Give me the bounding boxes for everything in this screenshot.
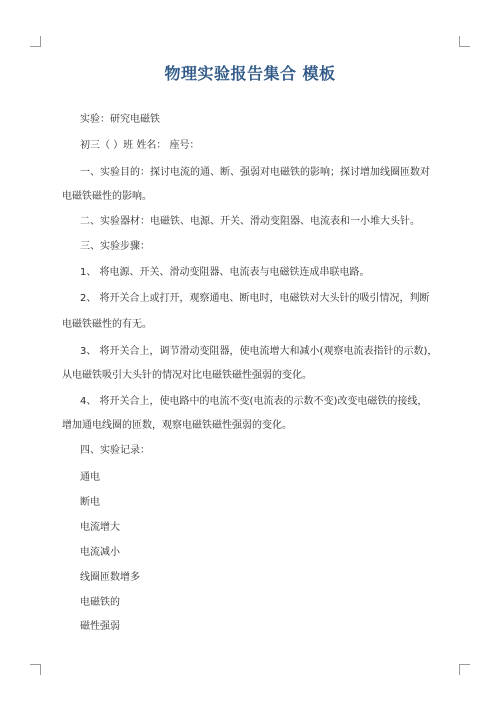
- step-4-line-1: 4、 将开关合上，使电路中的电流不变(电流表的示数不变)改变电磁铁的接线，: [80, 396, 428, 407]
- step-3-line-2: 从电磁铁吸引大头针的情况对比电磁铁磁性强弱的变化。: [62, 370, 312, 381]
- equipment-line: 二、实验器材：电磁铁、电源、开关、滑动变阻器、电流表和一小堆大头针。: [80, 216, 420, 227]
- step-2-line-2: 电磁铁磁性的有无。: [62, 319, 152, 330]
- crop-mark-top-right: [459, 36, 470, 47]
- record-item-current-decrease: 电流减小: [80, 547, 120, 558]
- objective-line-2: 电磁铁磁性的影响。: [62, 191, 152, 202]
- record-item-magnetic-strength: 磁性强弱: [80, 621, 120, 632]
- step-4-line-2: 增加通电线圈的匝数，观察电磁铁磁性强弱的变化。: [62, 420, 292, 431]
- document-title: 物理实验报告集合 模板: [164, 64, 336, 83]
- step-2-line-1: 2、 将开关合上或打开，观察通电、断电时，电磁铁对大头针的吸引情况，判断: [80, 293, 430, 304]
- record-item-more-turns: 线圈匝数增多: [80, 572, 140, 583]
- records-heading: 四、实验记录：: [80, 445, 150, 456]
- crop-mark-bottom-left: [30, 664, 41, 675]
- step-3-line-1: 3、 将开关合上，调节滑动变阻器，使电流增大和减小(观察电流表指针的示数)，: [80, 346, 438, 357]
- record-item-power-on: 通电: [80, 472, 100, 483]
- record-item-electromagnet: 电磁铁的: [80, 597, 120, 608]
- crop-mark-top-left: [30, 36, 41, 47]
- step-1: 1、 将电源、开关、滑动变阻器、电流表与电磁铁连成串联电路。: [80, 267, 370, 278]
- objective-line-1: 一、实验目的：探讨电流的通、断、强弱对电磁铁的影响；探讨增加线圈匝数对: [80, 167, 430, 178]
- steps-heading: 三、实验步骤：: [80, 241, 150, 252]
- record-item-current-increase: 电流增大: [80, 522, 120, 533]
- class-name-seat-line: 初三（ ）班 姓名： 座号：: [80, 140, 200, 151]
- crop-mark-bottom-right: [459, 664, 470, 675]
- experiment-name: 实验：研究电磁铁: [80, 114, 160, 125]
- record-item-power-off: 断电: [80, 497, 100, 508]
